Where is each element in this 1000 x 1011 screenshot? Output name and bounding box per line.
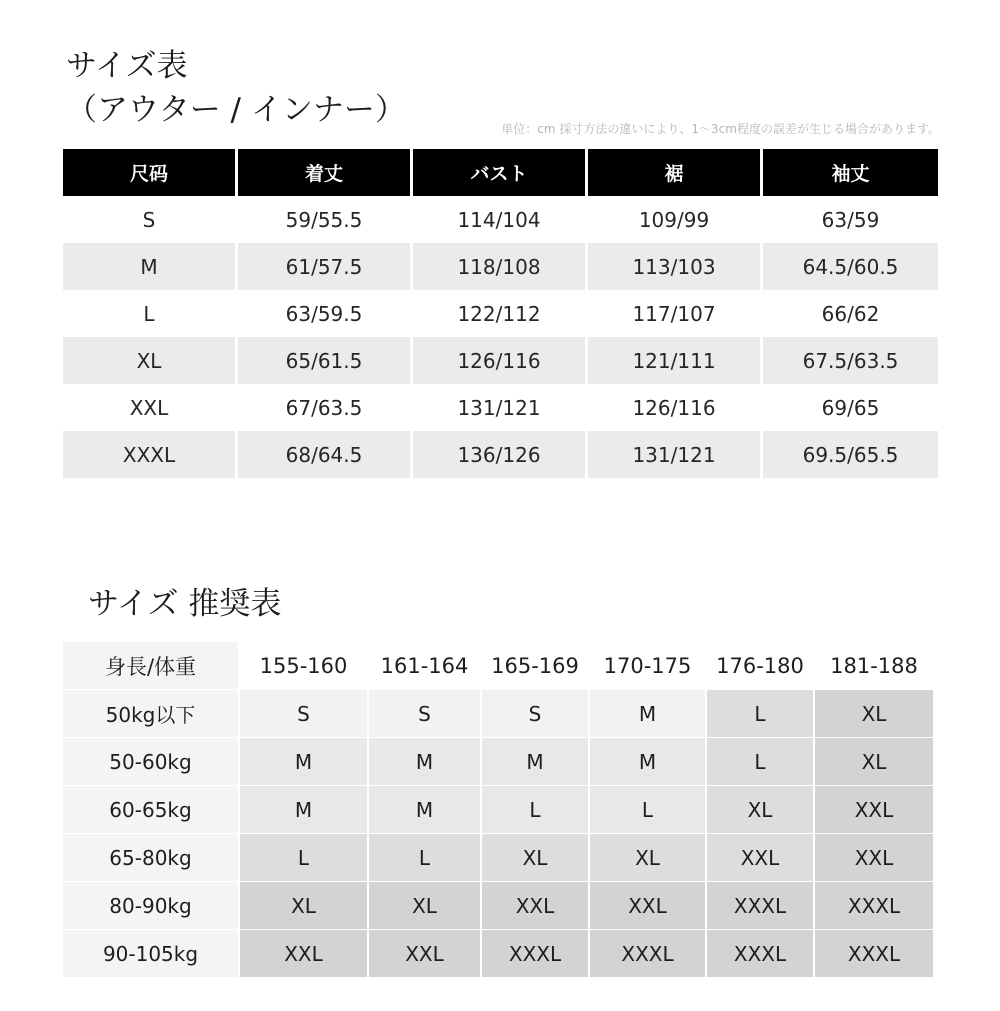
cell: XL bbox=[63, 337, 238, 384]
cell: 136/126 bbox=[413, 431, 588, 478]
cell: 118/108 bbox=[413, 243, 588, 290]
size-cell: XL bbox=[815, 738, 933, 786]
size-cell: XL bbox=[482, 834, 590, 882]
table-row bbox=[63, 690, 933, 738]
cell: 64.5/60.5 bbox=[763, 243, 938, 290]
size-cell: XL bbox=[590, 834, 707, 882]
size-cell: S bbox=[482, 690, 590, 738]
corner-label: 身長/体重 bbox=[63, 642, 240, 690]
cell: 67.5/63.5 bbox=[763, 337, 938, 384]
cell: 126/116 bbox=[413, 337, 588, 384]
size-cell: XXXL bbox=[707, 930, 815, 978]
table-row bbox=[63, 290, 938, 337]
size-cell: XL bbox=[815, 690, 933, 738]
cell: XXXL bbox=[63, 431, 238, 478]
cell: 61/57.5 bbox=[238, 243, 413, 290]
recommend-chart-table bbox=[63, 642, 933, 978]
size-cell: M bbox=[240, 786, 369, 834]
height-header: 170-175 bbox=[590, 642, 707, 690]
size-cell: S bbox=[369, 690, 482, 738]
size-cell: XL bbox=[240, 882, 369, 930]
size-cell: XL bbox=[369, 882, 482, 930]
table-row bbox=[63, 834, 933, 882]
table-row bbox=[63, 337, 938, 384]
size-cell: S bbox=[240, 690, 369, 738]
size-cell: M bbox=[369, 786, 482, 834]
table-row bbox=[63, 930, 933, 978]
cell: 109/99 bbox=[588, 196, 763, 243]
size-chart-header-row bbox=[63, 149, 938, 196]
size-cell: L bbox=[707, 738, 815, 786]
height-header: 176-180 bbox=[707, 642, 815, 690]
table-row bbox=[63, 384, 938, 431]
header-size: 尺码 bbox=[63, 149, 238, 196]
size-cell: L bbox=[707, 690, 815, 738]
table-row bbox=[63, 786, 933, 834]
cell: 63/59 bbox=[821, 207, 880, 232]
height-header: 165-169 bbox=[482, 642, 590, 690]
cell: 117/107 bbox=[588, 290, 763, 337]
cell: 131/121 bbox=[413, 384, 588, 431]
header-sleeve: 袖丈 bbox=[763, 149, 938, 196]
height-header: 155-160 bbox=[240, 642, 369, 690]
size-cell: XXL bbox=[482, 882, 590, 930]
size-cell: XXL bbox=[707, 834, 815, 882]
cell: 69/65 bbox=[821, 395, 880, 420]
size-cell: XXL bbox=[369, 930, 482, 978]
table-row bbox=[63, 431, 938, 478]
size-chart-title-line2: （アウター / インナー） bbox=[66, 92, 406, 128]
cell: 114/104 bbox=[413, 196, 588, 243]
size-chart-title bbox=[66, 44, 406, 132]
size-cell: L bbox=[482, 786, 590, 834]
cell: 131/121 bbox=[588, 431, 763, 478]
height-header: 181-188 bbox=[815, 642, 933, 690]
cell: 68/64.5 bbox=[238, 431, 413, 478]
weight-label: 80-90kg bbox=[63, 882, 240, 930]
size-cell: M bbox=[240, 738, 369, 786]
cell: 66/62 bbox=[821, 301, 880, 326]
size-cell: XXXL bbox=[482, 930, 590, 978]
size-cell: M bbox=[482, 738, 590, 786]
size-cell: XXL bbox=[815, 834, 933, 882]
weight-label: 60-65kg bbox=[63, 786, 240, 834]
table-row bbox=[63, 243, 938, 290]
cell: 126/116 bbox=[588, 384, 763, 431]
size-cell: M bbox=[590, 690, 707, 738]
size-cell: XL bbox=[707, 786, 815, 834]
header-hem: 裾 bbox=[588, 149, 763, 196]
size-cell: XXXL bbox=[815, 882, 933, 930]
weight-label: 65-80kg bbox=[63, 834, 240, 882]
size-cell: XXXL bbox=[815, 930, 933, 978]
table-row bbox=[63, 738, 933, 786]
cell: 121/111 bbox=[588, 337, 763, 384]
cell: 67/63.5 bbox=[238, 384, 413, 431]
size-cell: XXL bbox=[590, 882, 707, 930]
size-chart-title-line1: サイズ表 bbox=[66, 48, 188, 84]
header-length: 着丈 bbox=[238, 149, 413, 196]
header-bust: バスト bbox=[413, 149, 588, 196]
measurement-note: 単位：cm 採寸方法の違いにより、1〜3cm程度の誤差が生じる場合があります。 bbox=[501, 122, 940, 136]
cell: XXL bbox=[63, 384, 238, 431]
table-row bbox=[63, 196, 938, 243]
cell: 122/112 bbox=[413, 290, 588, 337]
weight-label: 50-60kg bbox=[63, 738, 240, 786]
size-chart-table bbox=[63, 149, 938, 478]
cell: L bbox=[63, 290, 238, 337]
table-row bbox=[63, 882, 933, 930]
cell: 69.5/65.5 bbox=[763, 431, 938, 478]
size-cell: M bbox=[590, 738, 707, 786]
weight-label: 90-105kg bbox=[63, 930, 240, 978]
recommend-header-row bbox=[63, 642, 933, 690]
cell: 113/103 bbox=[588, 243, 763, 290]
size-cell: XXL bbox=[815, 786, 933, 834]
size-cell: L bbox=[590, 786, 707, 834]
size-cell: XXXL bbox=[707, 882, 815, 930]
cell: S bbox=[63, 196, 238, 243]
cell: 59/55.5 bbox=[238, 196, 413, 243]
cell: M bbox=[63, 243, 238, 290]
cell: 65/61.5 bbox=[238, 337, 413, 384]
size-cell: M bbox=[369, 738, 482, 786]
weight-label: 50kg以下 bbox=[63, 690, 240, 738]
recommend-chart-title: サイズ 推奨表 bbox=[88, 586, 282, 622]
size-cell: L bbox=[240, 834, 369, 882]
cell: 63/59.5 bbox=[238, 290, 413, 337]
size-cell: L bbox=[369, 834, 482, 882]
height-header: 161-164 bbox=[369, 642, 482, 690]
size-cell: XXXL bbox=[590, 930, 707, 978]
size-cell: XXL bbox=[240, 930, 369, 978]
